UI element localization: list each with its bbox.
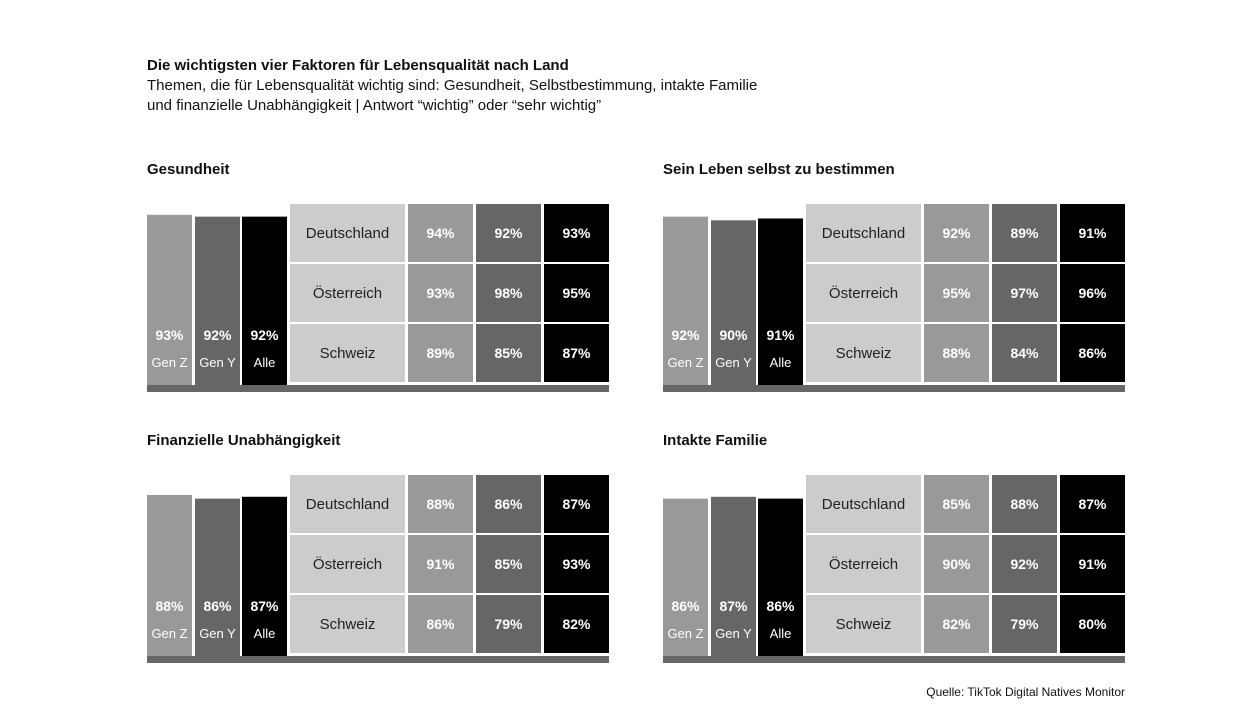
- bar-category-label: Gen Z: [151, 626, 188, 641]
- country-label: Deutschland: [821, 225, 906, 242]
- bar-category-label: Gen Y: [199, 626, 236, 641]
- base-strip: [147, 656, 609, 663]
- base-strip: [663, 385, 1125, 392]
- bar-category-label: Gen Z: [667, 355, 704, 370]
- panel-chart: [147, 431, 610, 671]
- panel-title: Sein Leben selbst zu bestimmen: [663, 161, 895, 178]
- bar-value-label: 86%: [203, 598, 232, 614]
- value-cell-label: 86%: [494, 496, 523, 512]
- bar-value-label: 87%: [719, 598, 748, 614]
- value-cell-label: 91%: [1078, 556, 1107, 572]
- value-cell-label: 93%: [426, 285, 455, 301]
- bar-category-label: Alle: [253, 626, 276, 641]
- country-label: Österreich: [828, 285, 899, 302]
- chart-subtitle-line-1: Themen, die für Lebensqualität wichtig sind: Gesundheit, Selbstbestimmung, intakte Familie: [147, 77, 758, 94]
- bar-category-label: Alle: [769, 355, 792, 370]
- value-cell-label: 94%: [426, 225, 455, 241]
- bar-category-label: Alle: [769, 626, 792, 641]
- base-strip: [147, 385, 609, 392]
- value-cell-label: 88%: [426, 496, 455, 512]
- value-cell-label: 82%: [942, 616, 971, 632]
- source-note: Quelle: TikTok Digital Natives Monitor: [926, 685, 1125, 699]
- base-strip: [663, 656, 1125, 663]
- bar-value-label: 93%: [155, 327, 184, 343]
- value-cell-label: 87%: [562, 496, 591, 512]
- value-cell-label: 89%: [1010, 225, 1039, 241]
- panel-title: Intakte Familie: [663, 432, 768, 449]
- country-label: Österreich: [312, 285, 383, 302]
- bar-value-label: 90%: [719, 327, 748, 343]
- country-label: Österreich: [312, 556, 383, 573]
- bar-category-label: Gen Z: [667, 626, 704, 641]
- panel-chart: [147, 160, 610, 400]
- value-cell-label: 87%: [562, 345, 591, 361]
- value-cell-label: 79%: [494, 616, 523, 632]
- value-cell-label: 80%: [1078, 616, 1107, 632]
- bar-category-label: Gen Y: [199, 355, 236, 370]
- country-label: Deutschland: [305, 225, 390, 242]
- panel-intakte-familie: [663, 431, 1126, 671]
- value-cell-label: 85%: [494, 345, 523, 361]
- value-cell-label: 85%: [494, 556, 523, 572]
- value-cell-label: 90%: [942, 556, 971, 572]
- bar-category-label: Alle: [253, 355, 276, 370]
- chart-title: Die wichtigsten vier Faktoren für Lebensqualität nach Land: [147, 57, 569, 74]
- value-cell-label: 79%: [1010, 616, 1039, 632]
- bar-value-label: 92%: [203, 327, 232, 343]
- bar-value-label: 86%: [766, 598, 795, 614]
- panel-finanzielle-unabhaengigkeit: [147, 431, 610, 671]
- bar-value-label: 88%: [155, 598, 184, 614]
- value-cell-label: 87%: [1078, 496, 1107, 512]
- value-cell-label: 91%: [1078, 225, 1107, 241]
- country-label: Schweiz: [319, 345, 376, 362]
- country-label: Deutschland: [821, 496, 906, 513]
- panel-title: Finanzielle Unabhängigkeit: [147, 432, 341, 449]
- value-cell-label: 93%: [562, 556, 591, 572]
- value-cell-label: 88%: [942, 345, 971, 361]
- value-cell-label: 98%: [494, 285, 523, 301]
- value-cell-label: 86%: [426, 616, 455, 632]
- value-cell-label: 86%: [1078, 345, 1107, 361]
- value-cell-label: 96%: [1078, 285, 1107, 301]
- panel-gesundheit: [147, 160, 610, 400]
- value-cell-label: 91%: [426, 556, 455, 572]
- value-cell-label: 89%: [426, 345, 455, 361]
- bar-value-label: 92%: [671, 327, 700, 343]
- country-label: Österreich: [828, 556, 899, 573]
- country-label: Schweiz: [835, 345, 892, 362]
- panel-chart: [663, 160, 1126, 400]
- bar-value-label: 91%: [766, 327, 795, 343]
- value-cell-label: 85%: [942, 496, 971, 512]
- value-cell-label: 82%: [562, 616, 591, 632]
- chart-header: [147, 56, 907, 116]
- bar-value-label: 92%: [250, 327, 279, 343]
- value-cell-label: 92%: [1010, 556, 1039, 572]
- panel-selbstbestimmung: [663, 160, 1126, 400]
- value-cell-label: 84%: [1010, 345, 1039, 361]
- value-cell-label: 97%: [1010, 285, 1039, 301]
- panel-chart: [663, 431, 1126, 671]
- value-cell-label: 93%: [562, 225, 591, 241]
- value-cell-label: 88%: [1010, 496, 1039, 512]
- country-label: Schweiz: [835, 616, 892, 633]
- chart-subtitle-line-2: und finanzielle Unabhängigkeit | Antwort “wichtig” oder “sehr wichtig”: [147, 97, 602, 114]
- value-cell-label: 92%: [494, 225, 523, 241]
- value-cell-label: 95%: [942, 285, 971, 301]
- value-cell-label: 92%: [942, 225, 971, 241]
- bar-category-label: Gen Y: [715, 355, 752, 370]
- bar-value-label: 86%: [671, 598, 700, 614]
- bar-category-label: Gen Y: [715, 626, 752, 641]
- country-label: Schweiz: [319, 616, 376, 633]
- country-label: Deutschland: [305, 496, 390, 513]
- panel-title: Gesundheit: [147, 161, 230, 178]
- value-cell-label: 95%: [562, 285, 591, 301]
- bar-value-label: 87%: [250, 598, 279, 614]
- bar-category-label: Gen Z: [151, 355, 188, 370]
